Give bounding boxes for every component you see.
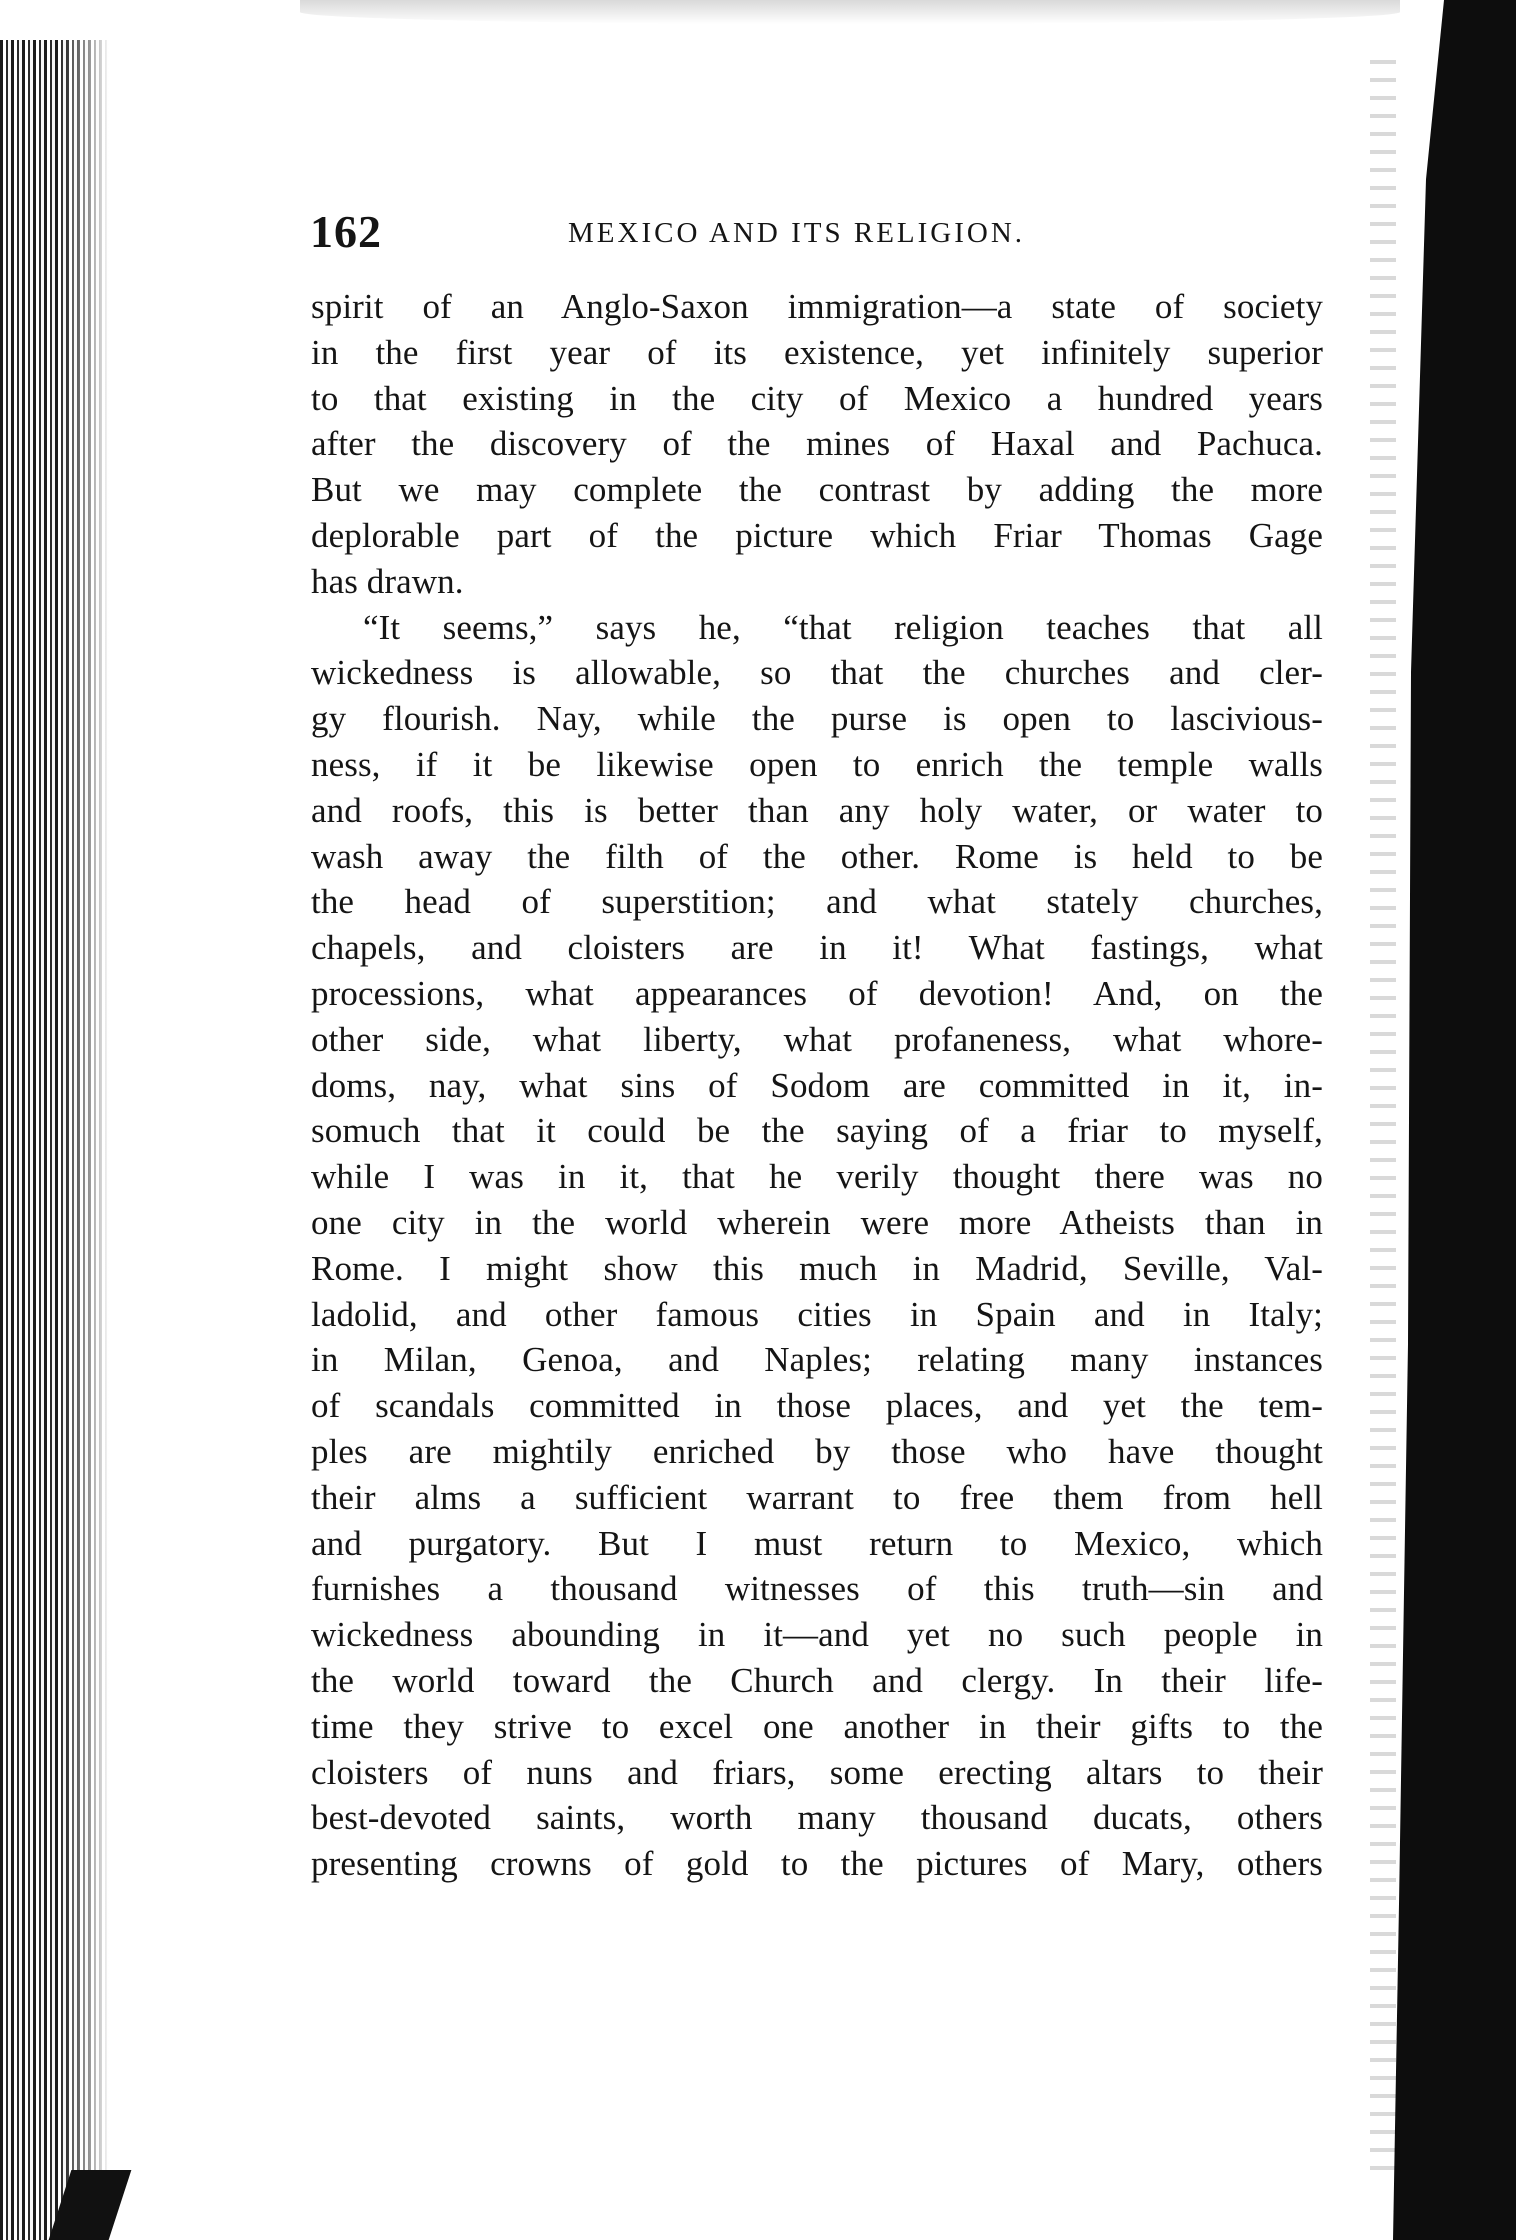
right-edge-grain bbox=[1370, 60, 1396, 2180]
text-line: wash away the filth of the other. Rome is held to be bbox=[311, 836, 1323, 876]
text-line: the world toward the Church and clergy. In their life- bbox=[311, 1660, 1323, 1700]
text-line: to that existing in the city of Mexico a hundred years bbox=[311, 378, 1323, 418]
text-line: while I was in it, that he verily thought there was no bbox=[311, 1157, 1323, 1197]
top-edge-shadow bbox=[300, 0, 1400, 24]
text-line: ness, if it be likewise open to enrich the temple walls bbox=[311, 744, 1323, 784]
text-line: But we may complete the contrast by adding the more bbox=[311, 470, 1323, 510]
text-line: deplorable part of the picture which Friar Thomas Gage bbox=[311, 515, 1323, 555]
text-line: time they strive to excel one another in their gifts to the bbox=[311, 1706, 1323, 1746]
text-line: and roofs, this is better than any holy water, or water to bbox=[311, 790, 1323, 830]
binding-fade bbox=[60, 40, 110, 2240]
text-line: spirit of an Anglo-Saxon immigration—a state of society bbox=[311, 287, 1323, 326]
text-line: Rome. I might show this much in Madrid, Seville, Val- bbox=[311, 1248, 1323, 1288]
text-line: wickedness abounding in it—and yet no such people in bbox=[311, 1615, 1323, 1655]
page-body bbox=[311, 284, 1323, 1887]
text-line: wickedness is allowable, so that the churches and cler- bbox=[311, 653, 1323, 693]
text-line: “It seems,” says he, “that religion teaches that all bbox=[363, 607, 1323, 647]
text-line: after the discovery of the mines of Haxal and Pachuca. bbox=[311, 424, 1323, 464]
text-line: their alms a sufficient warrant to free them from hell bbox=[311, 1477, 1323, 1517]
text-line: one city in the world wherein were more Atheists than in bbox=[311, 1202, 1323, 1242]
text-line: somuch that it could be the saying of a friar to myself, bbox=[311, 1111, 1323, 1151]
text-line: best-devoted saints, worth many thousand ducats, others bbox=[311, 1798, 1323, 1838]
text-line: chapels, and cloisters are in it! What fastings, what bbox=[311, 928, 1323, 968]
text-line: of scandals committed in those places, and yet the tem- bbox=[311, 1386, 1323, 1426]
text-line: doms, nay, what sins of Sodom are committed in it, in- bbox=[311, 1065, 1323, 1105]
running-title: MEXICO AND ITS RELIGION. bbox=[568, 217, 1026, 249]
text-line: gy flourish. Nay, while the purse is open to lascivious- bbox=[311, 699, 1323, 739]
text-line: has drawn. bbox=[311, 561, 464, 601]
text-line: in Milan, Genoa, and Naples; relating many instances bbox=[311, 1340, 1323, 1380]
text-line: other side, what liberty, what profaneness, what whore- bbox=[311, 1019, 1323, 1059]
text-line: presenting crowns of gold to the pictures of Mary, others bbox=[311, 1844, 1323, 1884]
running-head bbox=[310, 202, 1370, 262]
text-line: and purgatory. But I must return to Mexico, which bbox=[311, 1523, 1323, 1563]
text-line: in the first year of its existence, yet infinitely superior bbox=[311, 332, 1323, 372]
text-line: processions, what appearances of devotion! And, on the bbox=[311, 973, 1323, 1013]
text-line: the head of superstition; and what stately churches, bbox=[311, 882, 1323, 922]
text-line: ples are mightily enriched by those who have thought bbox=[311, 1431, 1323, 1471]
text-line: ladolid, and other famous cities in Spain and in Italy; bbox=[311, 1294, 1323, 1334]
text-line: furnishes a thousand witnesses of this truth—sin and bbox=[311, 1569, 1323, 1609]
text-line: cloisters of nuns and friars, some erecting altars to their bbox=[311, 1752, 1323, 1792]
page-number: 162 bbox=[310, 206, 382, 257]
